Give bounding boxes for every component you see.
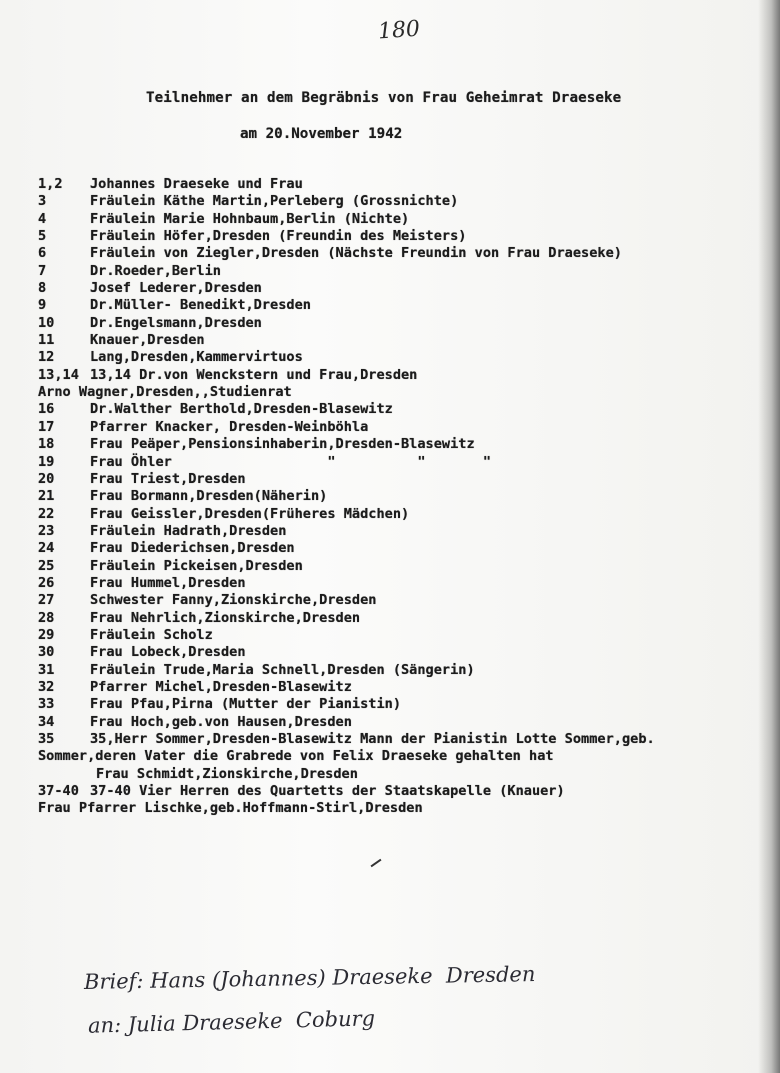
list-item xyxy=(38,245,778,262)
list-item xyxy=(38,436,778,453)
item-text: Arno Wagner,Dresden,,Studienrat xyxy=(38,384,292,401)
item-text: Knauer,Dresden xyxy=(90,332,205,349)
item-number: 32 xyxy=(38,678,55,695)
item-number: 3 xyxy=(38,193,47,210)
item-number: 17 xyxy=(38,418,55,435)
item-number: 1,2 xyxy=(38,176,63,192)
document-date: am 20.November 1942 xyxy=(240,126,403,142)
item-number: 23 xyxy=(38,522,55,539)
list-item-continuation xyxy=(38,766,778,783)
item-text: Frau Nehrlich,Zionskirche,Dresden xyxy=(90,609,361,626)
item-number: 37-40 xyxy=(38,783,79,800)
item-text: Fräulein Scholz xyxy=(90,626,213,643)
list-item xyxy=(38,315,778,332)
list-item xyxy=(38,523,778,540)
item-text: Frau Peäper,Pensionsinhaberin,Dresden-Blasewitz xyxy=(90,436,475,453)
handwritten-note-sender: Brief: Hans (Johannes) Draeseke Dresden xyxy=(83,962,536,994)
list-item xyxy=(38,696,778,713)
item-text: Fräulein Pickeisen,Dresden xyxy=(90,557,303,574)
item-text: Fräulein Käthe Martin,Perleberg (Grossnichte) xyxy=(90,193,459,210)
item-text: Lang,Dresden,Kammervirtuos xyxy=(90,349,303,366)
item-number: 18 xyxy=(38,436,55,453)
list-item xyxy=(38,506,778,523)
item-number: 6 xyxy=(38,245,47,262)
item-number: 27 xyxy=(38,592,55,609)
item-number: 20 xyxy=(38,470,55,487)
item-text: 35,Herr Sommer,Dresden-Blasewitz Mann der Pianistin Lotte Sommer,geb. xyxy=(90,731,655,747)
list-item xyxy=(38,401,778,418)
item-number: 30 xyxy=(38,644,55,661)
item-number: 34 xyxy=(38,713,55,730)
list-item xyxy=(38,263,778,280)
item-number: 25 xyxy=(38,557,55,574)
list-item xyxy=(38,714,778,731)
item-number: 5 xyxy=(38,228,47,245)
item-text: Dr.Walther Berthold,Dresden-Blasewitz xyxy=(90,401,393,418)
list-item xyxy=(38,679,778,696)
item-text: Dr.Müller- Benedikt,Dresden xyxy=(90,297,311,314)
item-text: Frau Diederichsen,Dresden xyxy=(90,540,295,557)
page-number: 180 xyxy=(377,16,421,45)
item-text: 13,14 Dr.von Wenckstern und Frau,Dresden xyxy=(90,366,418,383)
item-number: 7 xyxy=(38,262,47,279)
handwritten-note-recipient: an: Julia Draeseke Coburg xyxy=(87,1006,376,1038)
item-text: Dr.Roeder,Berlin xyxy=(90,262,221,279)
list-item xyxy=(38,662,778,679)
item-text: Pfarrer Michel,Dresden-Blasewitz xyxy=(90,678,352,695)
item-number: 13,14 xyxy=(38,366,79,383)
item-number: 19 xyxy=(38,453,55,470)
list-item xyxy=(38,297,778,314)
list-item xyxy=(38,783,778,800)
list-item xyxy=(38,558,778,575)
list-item xyxy=(38,384,778,401)
item-text: Frau Hummel,Dresden xyxy=(90,574,246,591)
list-item xyxy=(38,818,778,835)
item-number: 29 xyxy=(38,626,55,643)
list-item xyxy=(38,488,778,505)
item-number: 9 xyxy=(38,297,47,314)
item-text: Frau Geissler,Dresden(Früheres Mädchen) xyxy=(90,505,410,522)
item-number: 35 xyxy=(38,731,55,747)
item-number: 11 xyxy=(38,332,55,349)
list-item xyxy=(38,627,778,644)
document-title: Teilnehmer an dem Begräbnis von Frau Geheimrat Draeseke xyxy=(146,90,622,106)
item-text: Johannes Draeseke und Frau xyxy=(90,176,303,192)
item-number: 12 xyxy=(38,349,55,366)
item-number: 31 xyxy=(38,661,55,678)
list-item xyxy=(38,800,778,817)
item-text: Frau Bormann,Dresden(Näherin) xyxy=(90,488,328,505)
item-text: Fräulein Höfer,Dresden (Freundin des Meisters) xyxy=(90,228,467,245)
list-item xyxy=(38,228,778,245)
item-text: Fräulein Trude,Maria Schnell,Dresden (Sängerin) xyxy=(90,661,475,678)
list-item xyxy=(38,731,778,748)
item-text: Schwester Fanny,Zionskirche,Dresden xyxy=(90,592,377,609)
item-number: 8 xyxy=(38,280,47,297)
item-number: 16 xyxy=(38,401,55,418)
list-item xyxy=(38,176,778,193)
item-text: Dr.Engelsmann,Dresden xyxy=(90,314,262,331)
item-text: Josef Lederer,Dresden xyxy=(90,280,262,297)
item-number: 28 xyxy=(38,609,55,626)
list-item xyxy=(38,280,778,297)
item-text: Sommer,deren Vater die Grabrede von Felix Draeseke gehalten hat xyxy=(38,748,554,765)
list-item xyxy=(38,454,778,471)
list-item xyxy=(38,592,778,609)
item-number: 22 xyxy=(38,505,55,522)
list-item xyxy=(38,644,778,661)
item-text: Fräulein von Ziegler,Dresden (Nächste Freundin von Frau Draeseke) xyxy=(90,245,622,262)
pen-mark xyxy=(371,859,382,868)
item-text: Frau Pfau,Pirna (Mutter der Pianistin) xyxy=(90,696,401,713)
item-text: Frau Schmidt,Zionskirche,Dresden xyxy=(96,765,358,782)
item-text: Frau Triest,Dresden xyxy=(90,470,246,487)
list-item xyxy=(38,367,778,384)
item-text: Pfarrer Knacker, Dresden-Weinböhla xyxy=(90,418,369,435)
item-text: Frau Lobeck,Dresden xyxy=(90,644,246,661)
item-number: 26 xyxy=(38,574,55,591)
participant-list xyxy=(38,176,778,835)
item-text: Frau Hoch,geb.von Hausen,Dresden xyxy=(90,713,352,730)
list-item xyxy=(38,193,778,210)
list-item xyxy=(38,575,778,592)
item-number: 10 xyxy=(38,314,55,331)
list-item xyxy=(38,610,778,627)
item-number: 21 xyxy=(38,488,55,505)
list-item xyxy=(38,471,778,488)
item-text: Fräulein Hadrath,Dresden xyxy=(90,522,287,539)
list-item xyxy=(38,419,778,436)
item-text: Fräulein Marie Hohnbaum,Berlin (Nichte) xyxy=(90,210,410,227)
item-text: Frau Öhler " " " xyxy=(90,453,492,470)
list-item xyxy=(38,349,778,366)
item-number: 24 xyxy=(38,540,55,557)
item-text: 37-40 Vier Herren des Quartetts der Staatskapelle (Knauer) xyxy=(90,783,565,800)
item-text: Frau Pfarrer Lischke,geb.Hoffmann-Stirl,Dresden xyxy=(38,800,423,817)
list-item xyxy=(38,332,778,349)
item-number: 4 xyxy=(38,210,47,227)
item-number: 33 xyxy=(38,696,55,713)
list-item xyxy=(38,211,778,228)
list-item xyxy=(38,748,778,765)
list-item xyxy=(38,540,778,557)
